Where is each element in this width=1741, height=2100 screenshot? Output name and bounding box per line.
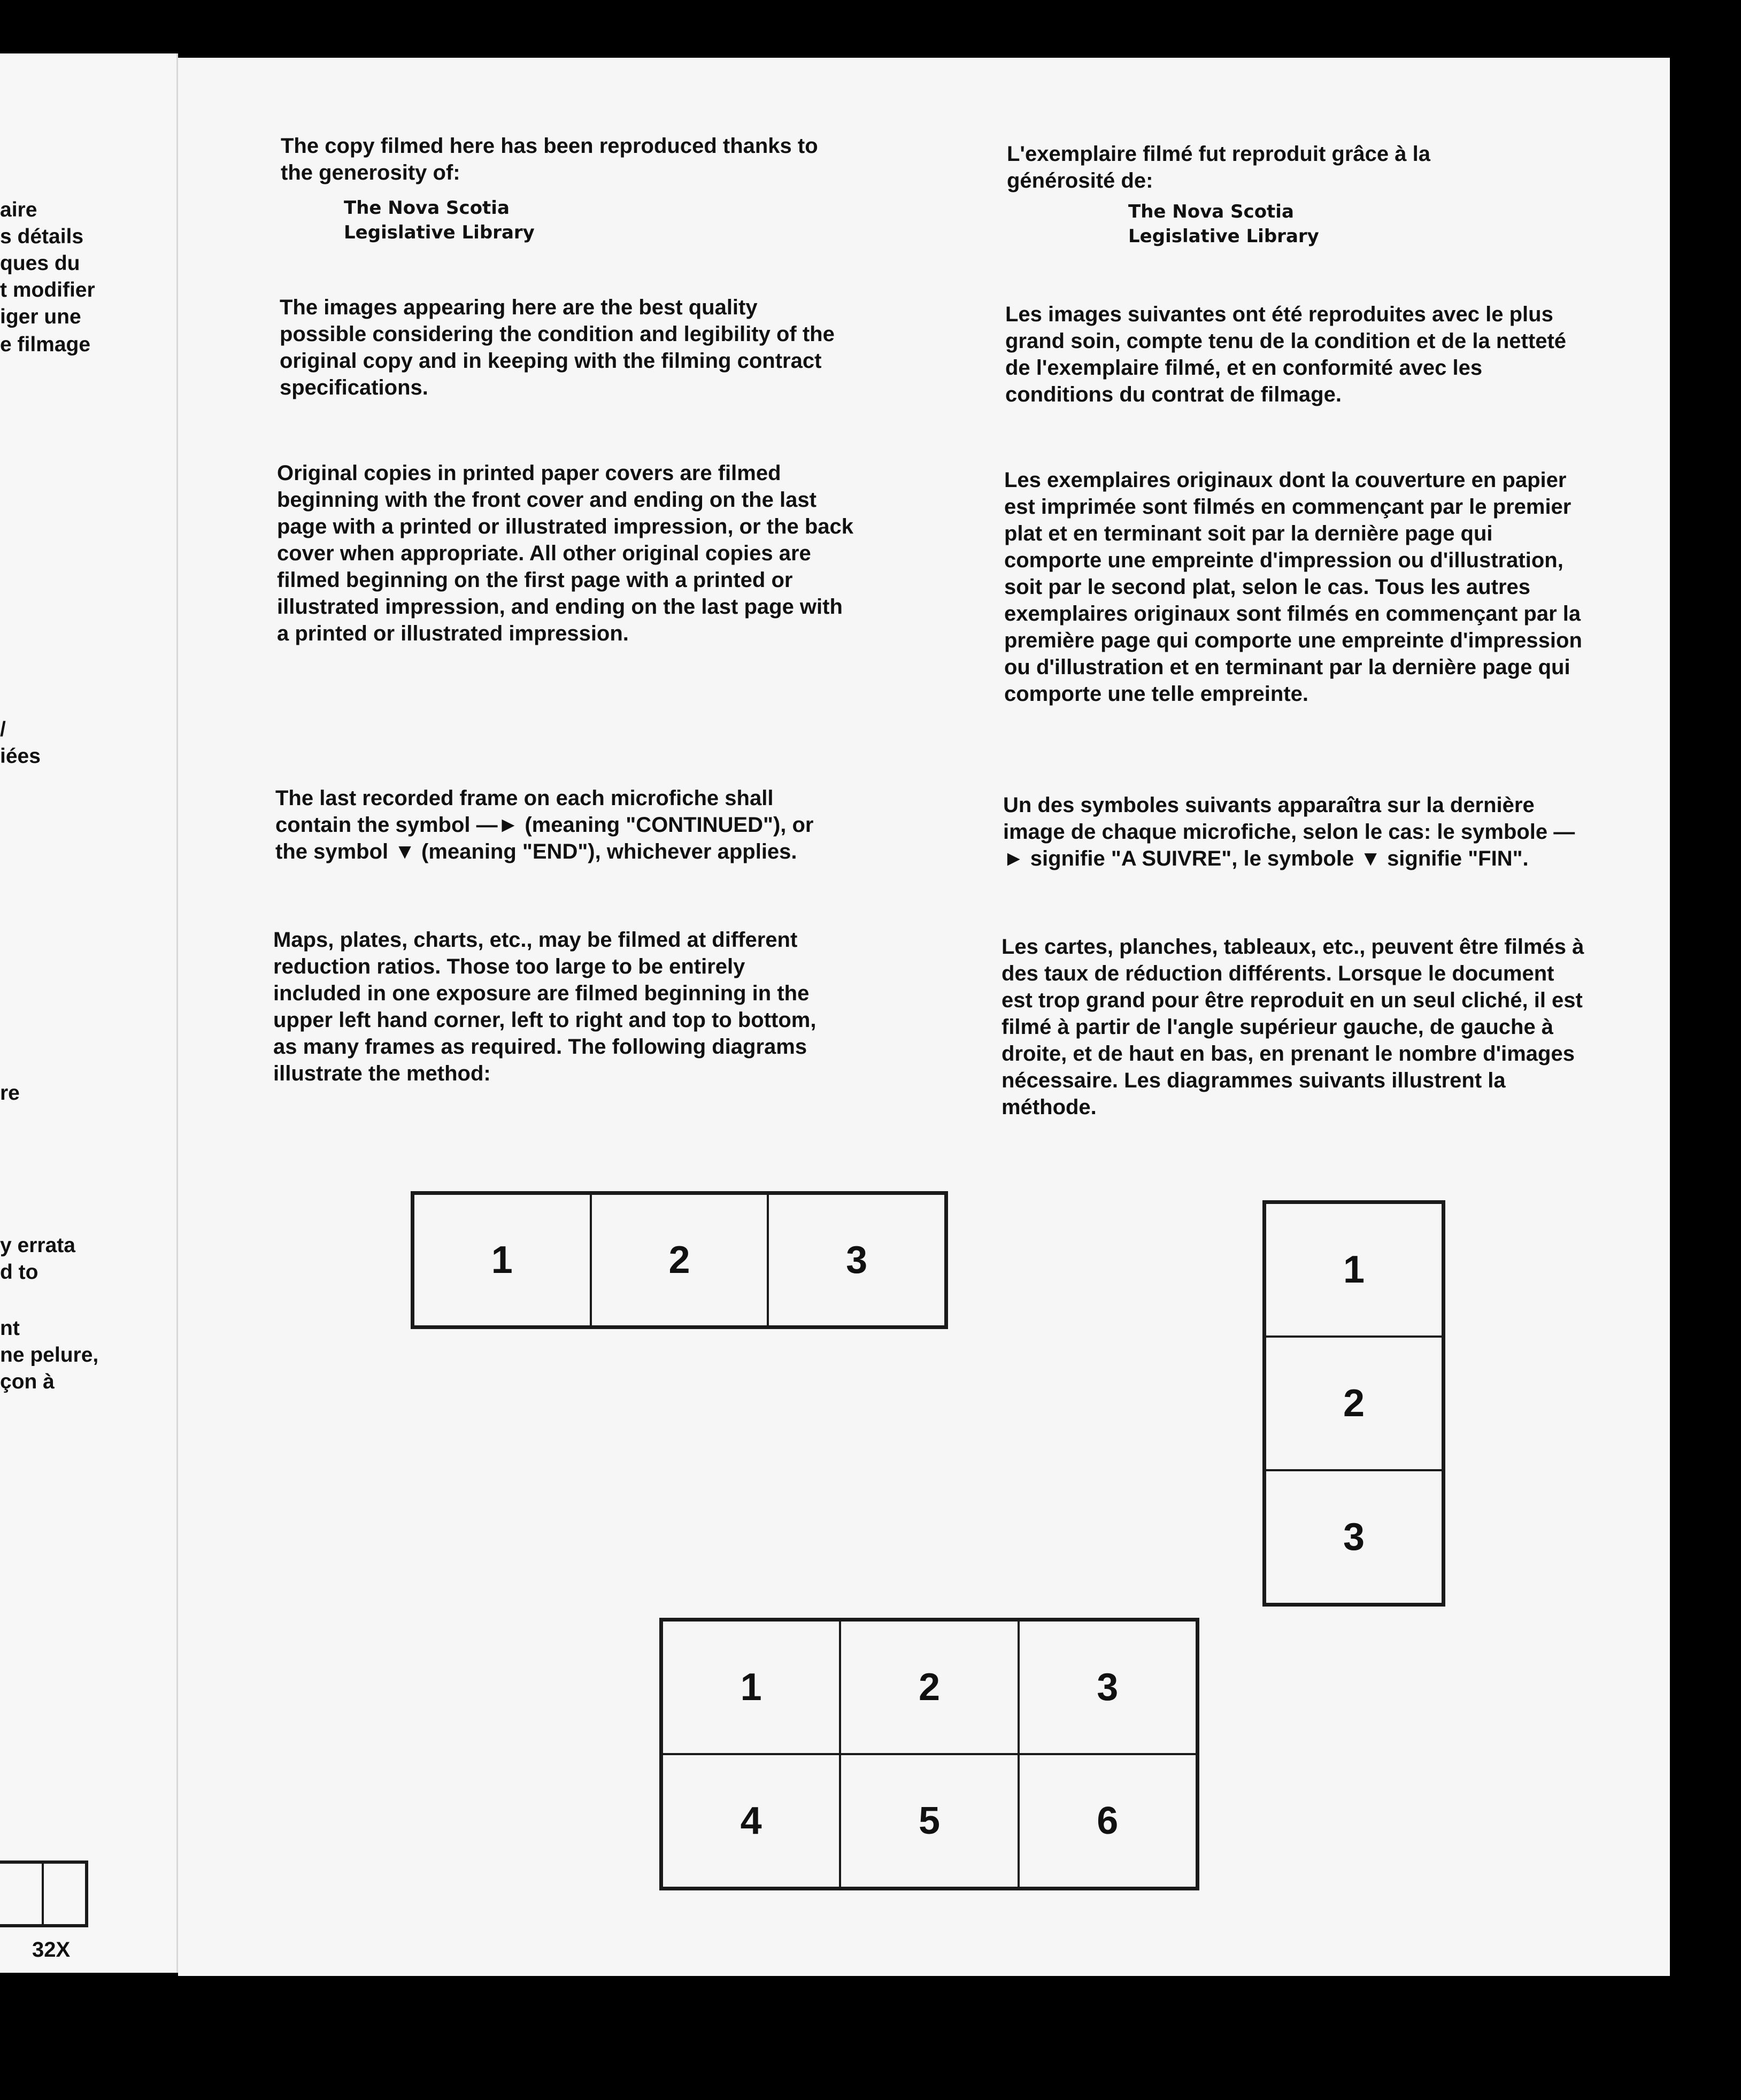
frame-cell: 1 xyxy=(1265,1203,1443,1337)
text-span: (meaning "END"), whichever applies. xyxy=(421,840,797,863)
continued-arrow-icon: —► xyxy=(1003,820,1575,870)
english-maps-note: Maps, plates, charts, etc., may be filmed at different reduction ratios. Those too large to be entirely included in one exposure are filmed beginning in the upper left hand corner, left to right and top to bottom, as many frames as required. The following diagrams illustrate the method: xyxy=(273,928,816,1085)
frame-cell: 3 xyxy=(1019,1620,1197,1754)
left-fragment: iger une xyxy=(0,305,81,328)
end-triangle-icon: ▼ xyxy=(394,840,415,863)
french-quality-note: Les images suivantes ont été reproduites avec le plus grand soin, compte tenu de la condition et de la netteté de l'exemplaire filmé, et en conformité avec les conditions du contrat de filmage. xyxy=(1005,303,1567,406)
frame-cell: 2 xyxy=(591,1194,768,1326)
french-symbols-note xyxy=(1003,792,1581,872)
english-acknowledgement: The copy filmed here has been reproduced thanks to the generosity of: xyxy=(281,134,818,184)
text-span: Un des symboles suivants apparaîtra sur la dernière image de chaque microfiche, selon le cas: le symbole xyxy=(1003,793,1548,844)
frame-cell: 2 xyxy=(1265,1337,1443,1470)
french-acknowledgement: L'exemplaire filmé fut reproduit grâce à la générosité de: xyxy=(1007,142,1430,192)
frame-cell: 4 xyxy=(662,1754,840,1888)
left-fragment: aire xyxy=(0,198,37,221)
left-fragment: e filmage xyxy=(0,333,91,356)
english-library xyxy=(344,196,535,245)
main-page xyxy=(178,58,1670,1976)
left-fragment: s détails xyxy=(0,225,84,248)
left-fragment: y errata xyxy=(0,1234,75,1257)
text-span: signifie "A SUIVRE", le symbole xyxy=(1030,847,1354,870)
left-fragment: nt xyxy=(0,1317,20,1340)
left-fragment: t modifier xyxy=(0,279,95,302)
text-span: signifie "FIN". xyxy=(1387,847,1529,870)
diagram-grid xyxy=(659,1618,1199,1890)
previous-page-strip xyxy=(0,53,176,1973)
text-span: The last recorded frame on each microfiche shall contain the symbol xyxy=(275,786,774,837)
left-fragment: re xyxy=(0,1082,20,1105)
library-name: Legislative Library xyxy=(344,222,535,243)
frame-cell: 2 xyxy=(840,1620,1018,1754)
french-originals-note: Les exemplaires originaux dont la couverture en papier est imprimée sont filmés en commençant par le premier plat et en terminant soit par la dernière page qui comporte une empreinte d'impression ou d'illustration, soit par le second plat, selon le cas. Tous les autres exemplaires originaux sont filmés en commençant par la première page qui comporte une empreinte d'impression ou d'illustration et en terminant par la dernière page qui comporte une telle empreinte. xyxy=(1004,468,1582,706)
french-library xyxy=(1128,199,1319,249)
reduction-label: 32X xyxy=(32,1938,71,1962)
frame-cell: 1 xyxy=(413,1194,591,1326)
left-fragment: ne pelure, xyxy=(0,1344,99,1366)
frame-cell: 3 xyxy=(1265,1470,1443,1604)
left-fragment: d to xyxy=(0,1261,38,1284)
left-fragment: iées xyxy=(0,745,41,768)
continued-arrow-icon: —► xyxy=(476,813,519,837)
french-maps-note: Les cartes, planches, tableaux, etc., peuvent être filmés à des taux de réduction différents. Lorsque le document est trop grand pour être reproduit en un seul cliché, il est filmé à partir de l'angle supérieur gauche, de gauche à droite, et de haut en bas, en prenant le nombre d'images nécessaire. Les diagrammes suivants illustrent la méthode. xyxy=(1002,935,1584,1119)
frame-cell: 1 xyxy=(662,1620,840,1754)
library-name: Legislative Library xyxy=(1128,226,1319,247)
library-name: The Nova Scotia xyxy=(344,197,510,219)
english-symbols-note xyxy=(275,785,826,865)
left-fragment: çon à xyxy=(0,1370,55,1393)
diagram-vertical xyxy=(1262,1200,1445,1607)
left-fragment: / xyxy=(0,718,6,741)
diagram-horizontal xyxy=(411,1191,948,1329)
left-fragment: ques du xyxy=(0,252,80,275)
text-span: (meaning "CONTINUED"), or the symbol xyxy=(275,813,814,863)
frame-cell: 5 xyxy=(840,1754,1018,1888)
english-originals-note: Original copies in printed paper covers are filmed beginning with the front cover and ending on the last page with a printed or illustrated impression, or the back cover when appropriate. All other original copies are filmed beginning on the first page with a printed or illustrated impression, and ending on the last page with a printed or illustrated impression. xyxy=(277,461,853,645)
reduction-boxes xyxy=(0,1860,88,1927)
library-name: The Nova Scotia xyxy=(1128,201,1294,222)
english-quality-note: The images appearing here are the best quality possible considering the condition and legibility of the original copy and in keeping with the filming contract specifications. xyxy=(280,296,835,399)
end-triangle-icon: ▼ xyxy=(1360,847,1381,870)
frame-cell: 6 xyxy=(1019,1754,1197,1888)
frame-cell: 3 xyxy=(768,1194,945,1326)
